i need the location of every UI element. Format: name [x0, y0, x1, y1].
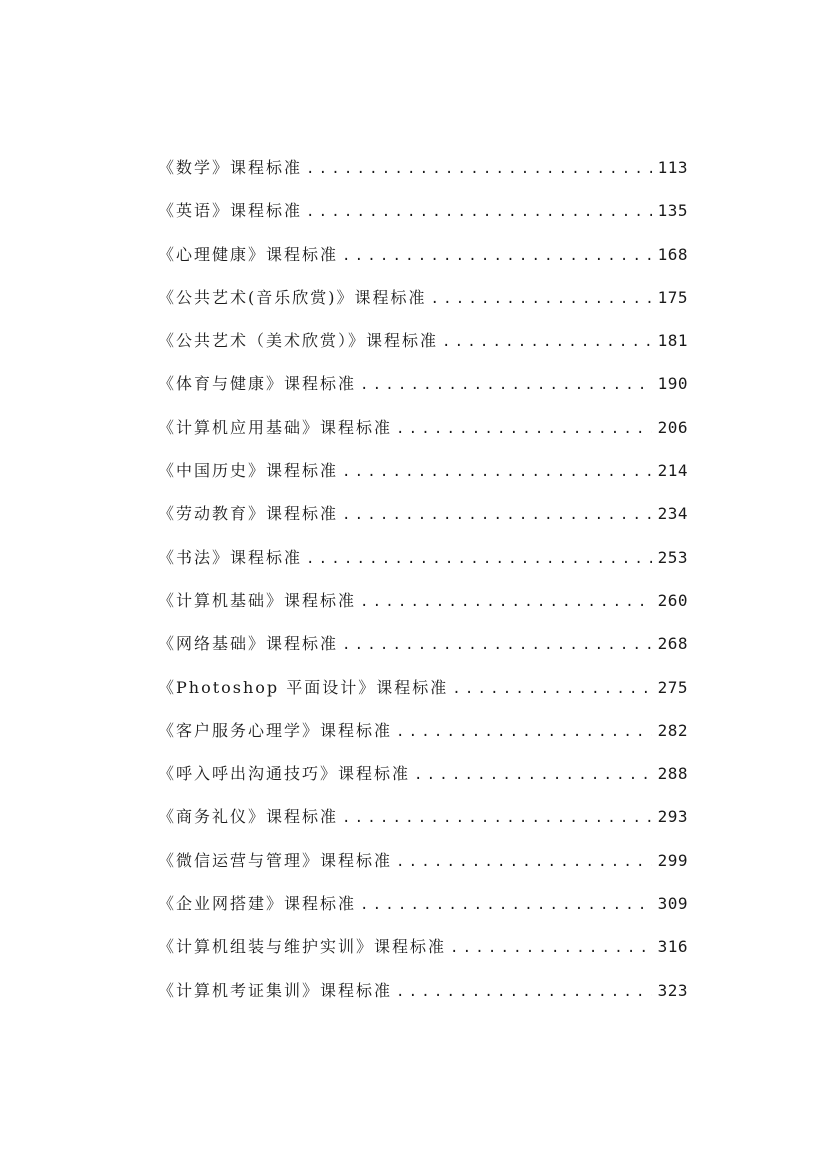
toc-entry[interactable]: [158, 362, 688, 405]
toc-entry[interactable]: [158, 449, 688, 492]
toc-dot-leader: [431, 278, 652, 321]
toc-entry[interactable]: [158, 666, 688, 709]
toc-entry-title: 《劳动教育》课程标准: [158, 504, 339, 524]
toc-entry-page-number: 309: [657, 894, 688, 914]
toc-dot-leader: [306, 538, 652, 581]
toc-entry-title: 《书法》课程标准: [158, 547, 303, 567]
toc-dot-leader: [342, 451, 652, 494]
toc-dot-leader: [442, 321, 652, 364]
toc-entry-page-number: 253: [657, 547, 688, 567]
toc-entry-title: 《体育与健康》课程标准: [158, 374, 357, 394]
toc-dot-leader: [342, 624, 652, 667]
toc-dot-leader: [342, 797, 652, 840]
toc-entry-title: 《计算机组装与维护实训》课程标准: [158, 937, 447, 957]
toc-entry[interactable]: [158, 969, 688, 1012]
toc-entry[interactable]: [158, 882, 688, 925]
toc-dot-leader: [342, 235, 652, 278]
toc-entry[interactable]: [158, 839, 688, 882]
toc-entry[interactable]: [158, 319, 688, 362]
toc-dot-leader: [396, 711, 652, 754]
toc-entry-title: 《呼入呼出沟通技巧》课程标准: [158, 764, 411, 784]
toc-entry[interactable]: [158, 536, 688, 579]
toc-entry-title: 《企业网搭建》课程标准: [158, 894, 357, 914]
toc-entry-page-number: 275: [657, 677, 688, 697]
toc-dot-leader: [396, 971, 652, 1014]
toc-entry[interactable]: [158, 233, 688, 276]
toc-entry-title: 《心理健康》课程标准: [158, 244, 339, 264]
toc-entry-page-number: 282: [657, 720, 688, 740]
toc-entry-page-number: 234: [657, 504, 688, 524]
toc-dot-leader: [360, 364, 652, 407]
toc-dot-leader: [452, 668, 651, 711]
toc-entry-page-number: 113: [657, 158, 688, 177]
toc-dot-leader: [306, 191, 652, 234]
toc-entry-page-number: 181: [657, 331, 688, 351]
toc-entry[interactable]: [158, 752, 688, 795]
toc-dot-leader: [306, 148, 652, 191]
toc-entry-title: 《中国历史》课程标准: [158, 461, 339, 481]
toc-entry[interactable]: [158, 925, 688, 968]
toc-entry-page-number: 260: [657, 590, 688, 610]
toc-entry-page-number: 288: [657, 764, 688, 784]
toc-entry-title: 《网络基础》课程标准: [158, 634, 339, 654]
toc-entry[interactable]: [158, 146, 688, 189]
toc-entry-page-number: 206: [657, 417, 688, 437]
toc-entry-page-number: 175: [657, 287, 688, 307]
toc-entry-page-number: 268: [657, 634, 688, 654]
toc-entry-page-number: 299: [657, 850, 688, 870]
toc-entry-title: 《商务礼仪》课程标准: [158, 807, 339, 827]
toc-entry-title: 《计算机应用基础》课程标准: [158, 417, 393, 437]
toc-entry-page-number: 323: [657, 980, 688, 1000]
toc-entry[interactable]: [158, 579, 688, 622]
toc-entry-title: 《英语》课程标准: [158, 201, 303, 221]
toc-dot-leader: [414, 754, 652, 797]
toc-entry[interactable]: [158, 492, 688, 535]
toc-entry-title: 《数学》课程标准: [158, 158, 303, 177]
toc-entry-title: 《计算机基础》课程标准: [158, 590, 357, 610]
toc-dot-leader: [360, 884, 652, 927]
toc-entry-title: 《公共艺术（美术欣赏）》课程标准: [158, 331, 439, 351]
toc-entry-title: 《Photoshop 平面设计》课程标准: [158, 677, 449, 697]
toc-dot-leader: [360, 581, 652, 624]
toc-entry[interactable]: [158, 622, 688, 665]
toc-entry-page-number: 293: [657, 807, 688, 827]
toc-entry-page-number: 316: [657, 937, 688, 957]
toc-entry[interactable]: [158, 709, 688, 752]
toc-dot-leader: [450, 927, 652, 970]
toc-entry[interactable]: [158, 406, 688, 449]
toc-entry-title: 《微信运营与管理》课程标准: [158, 850, 393, 870]
toc-entry-title: 《计算机考证集训》课程标准: [158, 980, 393, 1000]
table-of-contents: [158, 146, 688, 1012]
toc-entry-title: 《公共艺术(音乐欣赏)》课程标准: [158, 287, 427, 307]
toc-entry-page-number: 190: [657, 374, 688, 394]
toc-entry[interactable]: [158, 795, 688, 838]
toc-entry-title: 《客户服务心理学》课程标准: [158, 720, 393, 740]
toc-entry-page-number: 214: [657, 461, 688, 481]
toc-entry[interactable]: [158, 276, 688, 319]
toc-entry-page-number: 168: [657, 244, 688, 264]
toc-dot-leader: [396, 408, 652, 451]
toc-dot-leader: [396, 841, 652, 884]
toc-dot-leader: [342, 494, 652, 537]
toc-entry-page-number: 135: [657, 201, 688, 221]
toc-entry[interactable]: [158, 189, 688, 232]
